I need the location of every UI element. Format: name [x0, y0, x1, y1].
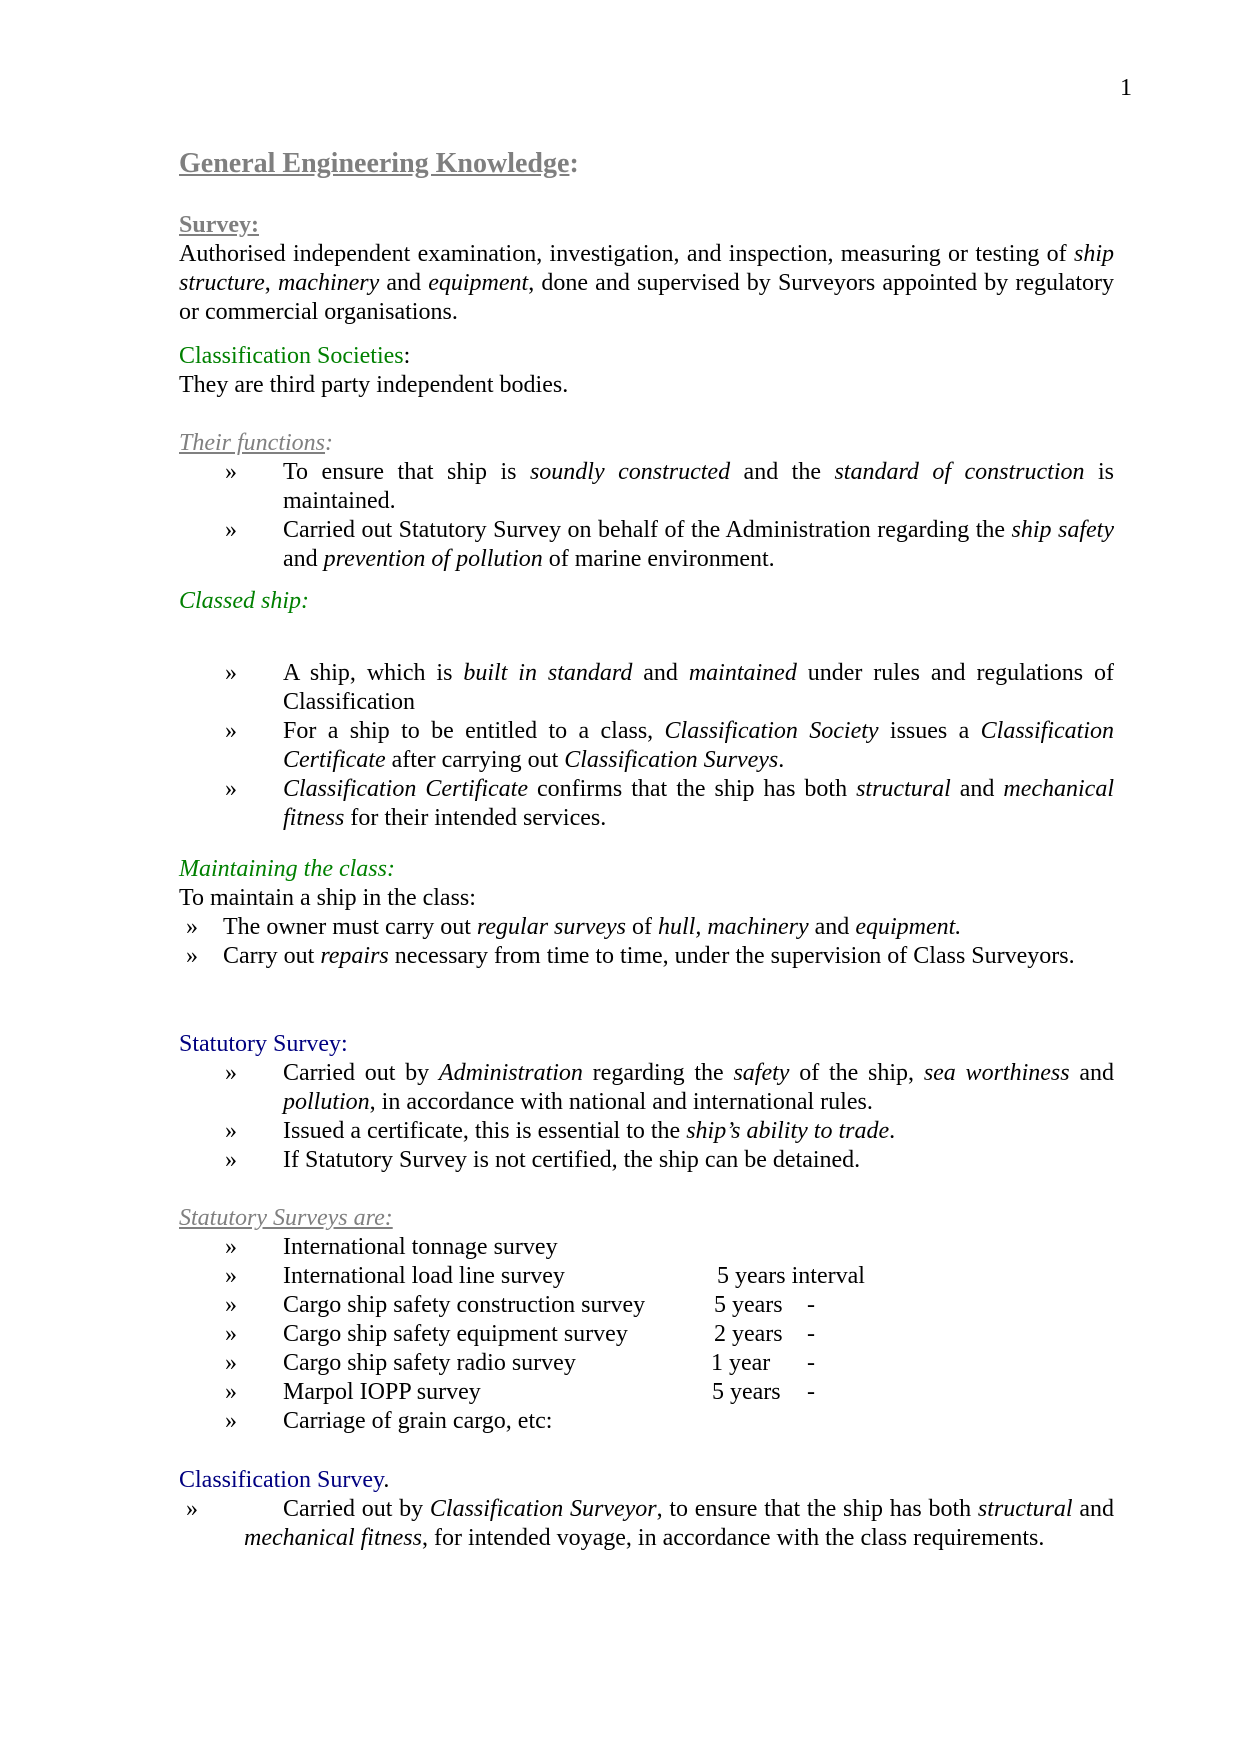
- bullet-marker: »: [186, 914, 198, 940]
- emphasis-text: mechanical fitness: [244, 1525, 422, 1551]
- emphasis-text: Classification Society: [664, 718, 879, 744]
- text-run: for their intended services.: [344, 805, 607, 831]
- text-run: Carry out: [223, 943, 321, 969]
- emphasis-text: ship structure: [179, 241, 1114, 296]
- emphasis-text: ship’s ability to trade: [686, 1118, 890, 1144]
- statutory-item-text: [283, 1059, 1114, 1117]
- text-run: , done and supervised by Surveyors appointed by regulatory or commercial organisations.: [179, 270, 1115, 325]
- page-number: 1: [1120, 75, 1132, 101]
- emphasis-text: structural: [977, 1496, 1073, 1522]
- class-survey-heading-dot: .: [383, 1467, 390, 1493]
- text-run: If Statutory Survey is not certified, the ship can be detained.: [283, 1147, 861, 1173]
- emphasis-text: Classification Certificate: [283, 718, 1115, 773]
- text-run: and the: [730, 459, 835, 485]
- text-run: Issued a certificate, this is essential to the: [283, 1118, 687, 1144]
- emphasis-text: mechanical fitness: [283, 776, 1114, 831]
- statutory-survey-row: [179, 1233, 1114, 1262]
- text-run: Authorised independent examination, investigation, and inspection, measuring or testing of: [179, 241, 1074, 267]
- text-run: Carried out by: [283, 1496, 430, 1522]
- text-run: Carried out Statutory Survey on behalf of the Administration regarding the: [283, 517, 1012, 543]
- emphasis-text: safety: [733, 1060, 790, 1086]
- text-run: A ship, which is: [283, 660, 464, 686]
- text-run: necessary from time to time, under the supervision of Class Surveyors.: [388, 943, 1075, 969]
- survey-name: International tonnage survey: [283, 1234, 558, 1260]
- text-run: , to ensure that the ship has both: [656, 1496, 978, 1522]
- text-run: regarding the: [582, 1060, 734, 1086]
- text-run: The owner must carry out: [223, 914, 477, 940]
- statutory-survey-row: [179, 1407, 1114, 1436]
- emphasis-text: Classification Surveys: [564, 747, 779, 773]
- survey-interval-dash: -: [807, 1292, 815, 1318]
- bullet-marker: »: [225, 517, 237, 543]
- bullet-marker: »: [225, 1263, 237, 1289]
- survey-interval: 5 years: [712, 1379, 781, 1405]
- emphasis-text: maintained: [688, 660, 797, 686]
- class-societies-heading: [179, 342, 1114, 371]
- title-colon: :: [569, 148, 579, 179]
- text-run: , for intended voyage, in accordance with the class requirements.: [421, 1525, 1045, 1551]
- functions-item-text: [283, 458, 1114, 516]
- bullet-marker: »: [186, 943, 198, 969]
- emphasis-text: equipment.: [855, 914, 962, 940]
- text-run: and: [808, 914, 856, 940]
- bullet-marker: »: [225, 1292, 237, 1318]
- text-run: and: [632, 660, 689, 686]
- survey-name: Cargo ship safety radio survey: [283, 1350, 576, 1376]
- class-societies-heading-text: Classification Societies: [179, 343, 404, 369]
- emphasis-text: built in standard: [463, 660, 633, 686]
- emphasis-text: standard of construction: [834, 459, 1085, 485]
- emphasis-text: Classification Surveyor: [429, 1496, 657, 1522]
- survey-interval: 1 year: [711, 1350, 771, 1376]
- emphasis-text: machinery: [277, 270, 380, 296]
- bullet-marker: »: [225, 1118, 237, 1144]
- statutory-survey-row: [179, 1378, 1114, 1407]
- emphasis-text: Administration: [438, 1060, 583, 1086]
- functions-heading-text: Their functions: [179, 430, 326, 456]
- text-run: confirms that the ship has both: [527, 776, 857, 802]
- bullet-marker: »: [225, 1234, 237, 1260]
- statutory-survey-row: [179, 1262, 1114, 1291]
- bullet-marker: »: [225, 1147, 237, 1173]
- text-run: and: [1072, 1496, 1114, 1522]
- maintaining-item-text: [223, 913, 1114, 942]
- emphasis-text: prevention of pollution: [323, 546, 543, 572]
- text-run: and: [950, 776, 1004, 802]
- class-societies-text: They are third party independent bodies.: [179, 372, 569, 398]
- statutory-list-heading: [179, 1204, 1114, 1233]
- classed-ship-heading: Classed ship:: [179, 588, 310, 614]
- bullet-marker: »: [225, 1350, 237, 1376]
- text-run: issues a: [878, 718, 981, 744]
- text-run: For a ship to be entitled to a class,: [283, 718, 665, 744]
- text-run: .: [889, 1118, 896, 1144]
- statutory-item-text: [283, 1117, 1114, 1146]
- survey-paragraph: [179, 240, 1114, 327]
- text-run: .: [778, 747, 785, 773]
- bullet-marker: »: [225, 1408, 237, 1434]
- survey-name: Carriage of grain cargo, etc:: [283, 1408, 553, 1434]
- class-societies-colon: :: [403, 343, 411, 369]
- statutory-survey-row: [179, 1291, 1114, 1320]
- bullet-marker: »: [225, 718, 237, 744]
- classed-ship-item-text: [283, 775, 1114, 833]
- emphasis-text: soundly constructed: [529, 459, 731, 485]
- emphasis-text: regular surveys: [476, 914, 627, 940]
- class-survey-item-text: [244, 1495, 1114, 1553]
- statutory-heading: Statutory Survey:: [179, 1031, 348, 1057]
- survey-name: Cargo ship safety equipment survey: [283, 1321, 628, 1347]
- text-run: and: [379, 270, 429, 296]
- maintaining-intro: To maintain a ship in the class:: [179, 885, 476, 911]
- text-run: and: [283, 546, 324, 572]
- statutory-list-heading-text: Statutory Surveys are:: [179, 1205, 393, 1231]
- bullet-marker: »: [225, 660, 237, 686]
- maintaining-item-text: [223, 942, 1114, 971]
- text-run: and: [1069, 1060, 1114, 1086]
- emphasis-text: hull, machinery: [658, 914, 809, 940]
- text-run: after carrying out: [385, 747, 565, 773]
- classed-ship-item-text: [283, 659, 1114, 717]
- maintaining-heading: Maintaining the class:: [179, 856, 395, 882]
- bullet-marker: »: [225, 776, 237, 802]
- survey-interval-dash: -: [807, 1321, 815, 1347]
- survey-interval: 5 years: [714, 1292, 783, 1318]
- document-title: [179, 147, 579, 181]
- bullet-marker: »: [225, 1379, 237, 1405]
- class-survey-heading-text: Classification Survey: [179, 1467, 384, 1493]
- functions-item-text: [283, 516, 1114, 574]
- emphasis-text: sea worthiness: [923, 1060, 1070, 1086]
- text-run: of marine environment.: [542, 546, 775, 572]
- emphasis-text: repairs: [320, 943, 389, 969]
- functions-heading: [179, 429, 1114, 458]
- classed-ship-item-text: [283, 717, 1114, 775]
- statutory-item-text: [283, 1146, 1114, 1175]
- text-run: ,: [264, 270, 278, 296]
- emphasis-text: equipment: [428, 270, 529, 296]
- emphasis-text: pollution: [283, 1089, 370, 1115]
- text-run: is maintained.: [283, 459, 1114, 514]
- survey-interval: 2 years: [714, 1321, 783, 1347]
- text-run: To ensure that ship is: [283, 459, 530, 485]
- statutory-survey-row: [179, 1349, 1114, 1378]
- statutory-survey-row: [179, 1320, 1114, 1349]
- emphasis-text: structural: [856, 776, 951, 802]
- survey-heading: Survey:: [179, 212, 259, 238]
- survey-interval-dash: -: [807, 1379, 815, 1405]
- functions-heading-colon: :: [325, 430, 334, 456]
- survey-name: Marpol IOPP survey: [283, 1379, 481, 1405]
- text-run: , in accordance with national and international rules.: [369, 1089, 873, 1115]
- survey-interval-dash: -: [807, 1350, 815, 1376]
- emphasis-text: Classification Certificate: [283, 776, 528, 802]
- emphasis-text: ship safety: [1011, 517, 1114, 543]
- survey-name: International load line survey: [283, 1263, 565, 1289]
- text-run: under rules and regulations of Classification: [283, 660, 1114, 715]
- class-survey-heading: [179, 1466, 1114, 1495]
- text-run: Carried out by: [283, 1060, 439, 1086]
- bullet-marker: »: [225, 459, 237, 485]
- text-run: of the ship,: [789, 1060, 924, 1086]
- bullet-marker: »: [225, 1321, 237, 1347]
- bullet-marker: »: [186, 1496, 198, 1522]
- text-run: of: [626, 914, 659, 940]
- bullet-marker: »: [225, 1060, 237, 1086]
- title-text: General Engineering Knowledge: [179, 148, 570, 179]
- survey-interval: 5 years interval: [717, 1263, 865, 1289]
- survey-name: Cargo ship safety construction survey: [283, 1292, 646, 1318]
